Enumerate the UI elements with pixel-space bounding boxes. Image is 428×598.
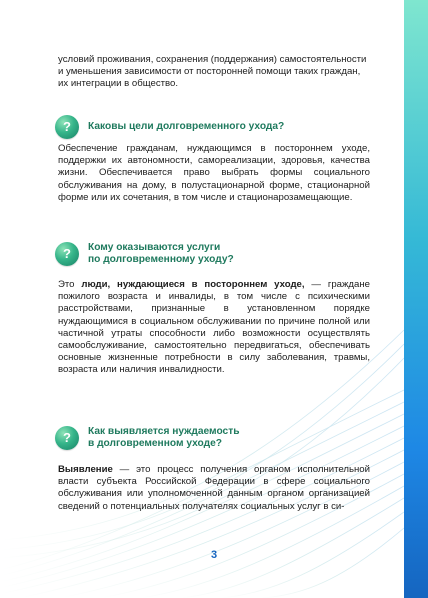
question-heading-assessment xyxy=(55,426,239,450)
answer-prefix: Это xyxy=(58,279,82,290)
question-heading-goals xyxy=(55,115,284,139)
question-title xyxy=(88,242,234,266)
answer-text: — граждане пожилого возраста и инвалиды, в том числе с психическими расстройствами, признанные в установленном порядке нуждающимися в социальном обслуживании по причине полной или частичной утраты способности либо возможности осуществлять самообслуживание, самостоятельно передвигаться, обеспечивать основные жизненные потребности в силу заболевания, травмы, возраста или наличия инвалидности. xyxy=(58,279,370,376)
question-title: Каковы цели долговременного ухода? xyxy=(88,121,285,132)
question-mark-icon: ? xyxy=(55,426,79,450)
answer-paragraph-assessment xyxy=(58,464,370,513)
question-title-line: Как выявляется нуждаемость xyxy=(88,426,240,437)
question-title-line: в долговременном уходе? xyxy=(88,438,222,449)
side-color-band xyxy=(404,0,428,598)
question-title-line: по долговременному уходу? xyxy=(88,254,234,265)
question-mark-icon: ? xyxy=(55,242,79,266)
question-title xyxy=(88,426,239,450)
question-heading-recipients xyxy=(55,242,234,266)
answer-text: — это процесс получения органом исполнительной власти субъекта Российской Федерации в сфере социального обслуживания или уполномоченной данным органом организацией сведений о потенциальных получателях социальных услуг в си- xyxy=(58,464,370,512)
answer-paragraph-goals: Обеспечение гражданам, нуждающимся в постороннем уходе, поддержки их автономности, самореализации, здоровья, качества жизни. Обеспечивается право выбрать формы социального обслуживания на дому, в полустационарной форме, стационарной форме или их сочетания, в том числе и стационарозамещающие. xyxy=(58,143,370,203)
question-title-line: Кому оказываются услуги xyxy=(88,242,221,253)
answer-paragraph-recipients xyxy=(58,279,370,377)
page-number: 3 xyxy=(210,549,218,561)
intro-paragraph: условий проживания, сохранения (поддержания) самостоятельности и уменьшения зависимости от посторонней помощи таких граждан, их интеграции в общество. xyxy=(58,54,367,90)
answer-bold-term: Выявление xyxy=(58,464,113,475)
question-mark-icon: ? xyxy=(55,115,79,139)
answer-bold-phrase: люди, нуждающиеся в постороннем уходе, xyxy=(81,279,305,290)
